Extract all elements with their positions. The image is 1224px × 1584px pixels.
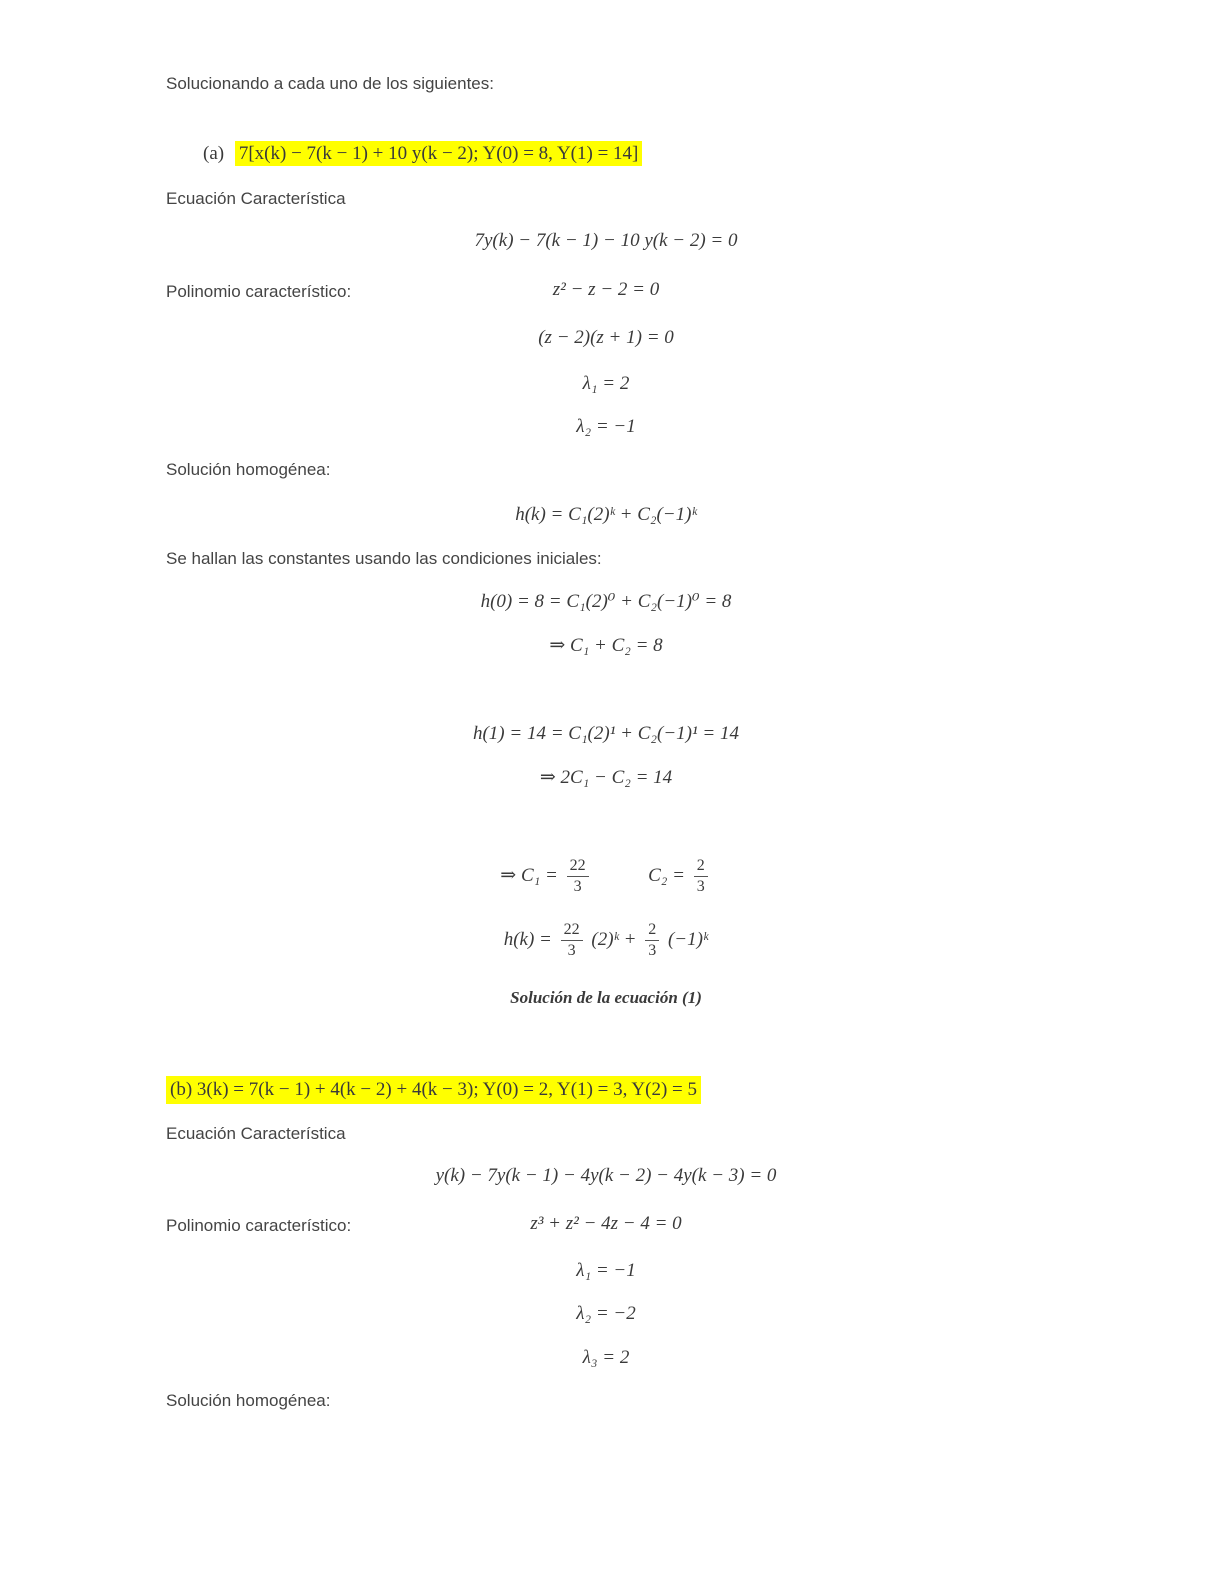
final-c1-denominator: 3 — [567, 942, 576, 959]
c2-denominator: 3 — [696, 878, 705, 895]
part-a-char-label: Polinomio característico: — [166, 282, 352, 301]
part-a-constants-result — [300, 856, 912, 900]
part-a-homog-label: Ecuación Característica — [166, 189, 346, 208]
intro-text: Solucionando a cada uno de los siguientes: — [166, 74, 494, 93]
part-a-constants-label: Se hallan las constantes usando las condiciones iniciales: — [166, 549, 602, 568]
part-a-factored: (z − 2)(z + 1) = 0 — [538, 327, 674, 348]
final-c1-fraction — [561, 920, 583, 961]
final-c2-numerator: 2 — [645, 920, 659, 941]
part-b-homog-eq: y(k) − 7y(k − 1) − 4y(k − 2) − 4y(k − 3) = 0 — [435, 1165, 777, 1186]
c2-numerator: 2 — [694, 856, 708, 877]
part-a-cond1-b: ⇒ C₁ + C₂ = 8 — [549, 635, 663, 656]
final-c2-denominator: 3 — [648, 942, 657, 959]
part-b-root1: λ₁ = −1 — [576, 1260, 636, 1281]
final-suffix: (−1)ᵏ — [667, 928, 709, 950]
final-mid: (2)ᵏ + — [591, 928, 637, 950]
part-a-cond2-b: ⇒ 2C₁ − C₂ = 14 — [539, 767, 673, 788]
c1-numerator: 22 — [567, 856, 589, 877]
part-a-homog-sol-label: Solución homogénea: — [166, 460, 331, 479]
final-c1-numerator: 22 — [561, 920, 583, 941]
part-a-cond1-a: h(0) = 8 = C₁(2)⁰ + C₂(−1)⁰ = 8 — [480, 591, 732, 612]
final-c2-fraction — [645, 920, 659, 961]
part-a-cond2-a: h(1) = 14 = C₁(2)¹ + C₂(−1)¹ = 14 — [472, 723, 740, 744]
part-b-homog-sol-label: Solución homogénea: — [166, 1391, 331, 1410]
part-b-problem: (b) 3(k) = 7(k − 1) + 4(k − 2) + 4(k − 3); Y(0) = 2, Y(1) = 3, Y(2) = 5 — [166, 1076, 701, 1104]
part-a-root1: λ₁ = 2 — [582, 373, 630, 394]
part-a-heading — [203, 142, 642, 166]
c2-fraction — [694, 856, 708, 897]
c1-fraction — [567, 856, 589, 897]
part-b-char-poly: z³ + z² − 4z − 4 = 0 — [530, 1213, 682, 1234]
part-a-root2: λ₂ = −1 — [576, 416, 636, 437]
part-a-char-poly: z² − z − 2 = 0 — [552, 279, 660, 300]
part-a-final-solution — [300, 920, 912, 964]
c1-denominator: 3 — [573, 878, 582, 895]
c1-prefix: ⇒ C₁ = — [500, 864, 558, 886]
part-b-root2: λ₂ = −2 — [576, 1303, 636, 1324]
final-prefix: h(k) = — [503, 928, 552, 950]
c2-prefix: C₂ = — [648, 864, 685, 886]
part-b-root3: λ₃ = 2 — [582, 1347, 630, 1368]
part-b-homog-label: Ecuación Característica — [166, 1124, 346, 1143]
part-a-homog-sol: h(k) = C₁(2)ᵏ + C₂(−1)ᵏ — [515, 504, 697, 525]
part-a-problem: 7[x(k) − 7(k − 1) + 10 y(k − 2); Y(0) = 8, Y(1) = 14] — [235, 141, 643, 166]
part-b-char-label: Polinomio característico: — [166, 1216, 352, 1235]
part-a-final-note: Solución de la ecuación (1) — [510, 988, 702, 1007]
part-a-label: (a) — [203, 143, 225, 164]
part-a-homog-eq: 7y(k) − 7(k − 1) − 10 y(k − 2) = 0 — [474, 230, 738, 251]
